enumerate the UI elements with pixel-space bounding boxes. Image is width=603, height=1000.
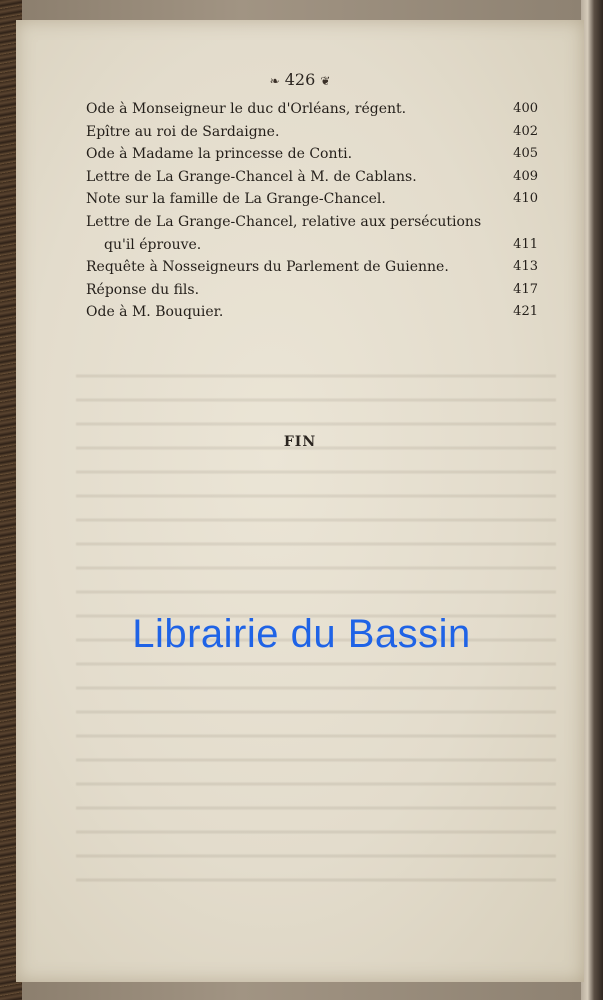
toc-entry [86,256,538,279]
table-of-contents [86,98,538,324]
toc-page: 405 [513,146,538,162]
toc-page: 409 [513,168,538,184]
toc-entry [86,188,538,211]
page-header [16,70,584,89]
toc-entry [86,279,538,302]
toc-title: Requête à Nosseigneurs du Parlement de Guienne. [86,259,449,276]
toc-entry [86,211,538,234]
toc-page: 402 [513,123,538,139]
toc-entry [86,98,538,121]
end-marker: FIN [283,434,317,450]
toc-title: Ode à Monseigneur le duc d'Orléans, régent. [86,101,407,117]
toc-title: Réponse du fils. [86,281,200,298]
watermark-text: Librairie du Bassin [132,612,471,656]
toc-entry [86,143,538,166]
toc-entry [86,301,538,324]
toc-page: 417 [513,281,538,297]
ornament-right-icon: ❦ [320,74,331,88]
toc-page: 411 [513,236,538,252]
toc-title: qu'il éprouve. [104,236,202,253]
book-edge [581,0,603,1000]
toc-page [506,211,538,234]
toc-title: Ode à Madame la princesse de Conti. [86,146,353,163]
ornament-left-icon: ❧ [269,74,280,88]
toc-title: Epître au roi de Sardaigne. [86,123,280,140]
toc-title: Lettre de La Grange-Chancel, relative aux persécutions [86,213,482,230]
toc-title: Ode à M. Bouquier. [86,304,224,321]
toc-title: Note sur la famille de La Grange-Chancel. [86,191,386,208]
page-number: 426 [284,70,316,89]
toc-page: 400 [513,101,538,116]
toc-page: 413 [513,259,538,275]
book-page [16,20,584,982]
toc-entry [86,121,538,144]
toc-entry-continuation [86,234,538,257]
toc-entry [86,166,538,189]
toc-page: 410 [513,191,538,207]
toc-title: Lettre de La Grange-Chancel à M. de Cablans. [86,168,417,185]
toc-page: 421 [513,304,538,320]
